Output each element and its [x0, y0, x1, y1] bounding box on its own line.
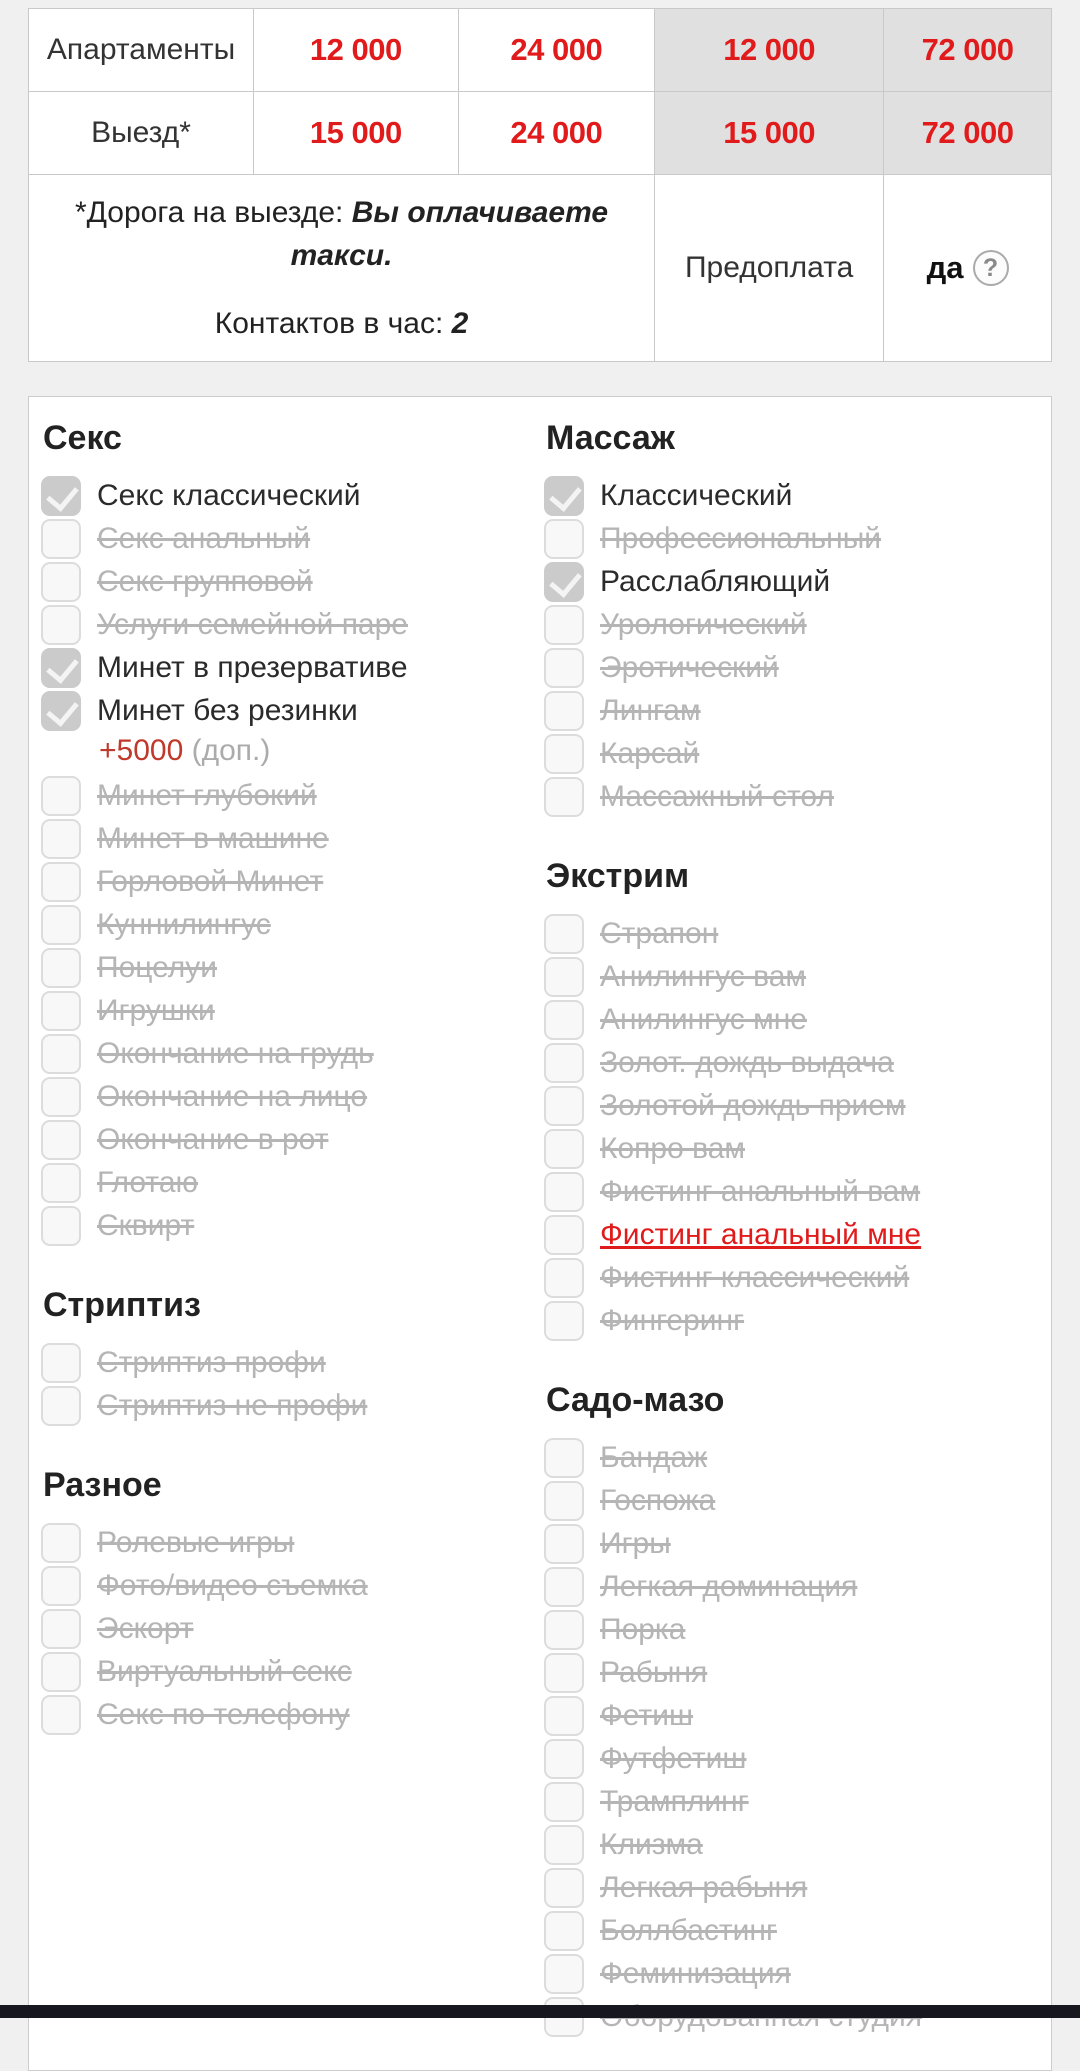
service-item-label: Игры	[600, 1527, 671, 1560]
contacts-value: 2	[451, 306, 469, 340]
prepay-value-cell	[884, 175, 1052, 362]
service-item-label: Стриптиз профи	[97, 1346, 326, 1379]
service-item-label: Услуги семейной паре	[97, 608, 408, 641]
section-title: Экстрим	[546, 857, 690, 895]
service-item[interactable]	[41, 605, 536, 645]
checkbox-icon[interactable]	[544, 1610, 584, 1650]
section-title: Разное	[43, 1466, 162, 1504]
checkbox-icon[interactable]	[544, 734, 584, 774]
checkbox-icon[interactable]	[41, 476, 81, 516]
checkbox-icon[interactable]	[41, 1077, 81, 1117]
service-item[interactable]	[544, 1610, 1039, 1650]
service-item-label: Окончание на грудь	[97, 1037, 374, 1070]
service-item-label: Минет в презервативе	[97, 651, 408, 684]
service-item[interactable]	[544, 1000, 1039, 1040]
service-item-label: Виртуальный секс	[97, 1655, 352, 1688]
section-items	[544, 1438, 1039, 2037]
service-item-label: Футфетиш	[600, 1742, 747, 1775]
service-item[interactable]	[544, 1481, 1039, 1521]
checkbox-icon[interactable]	[41, 562, 81, 602]
section-title: Массаж	[546, 419, 675, 457]
service-item[interactable]	[41, 1343, 536, 1383]
service-item[interactable]	[544, 1129, 1039, 1169]
service-item[interactable]	[544, 1696, 1039, 1736]
service-item-label: Фото/видео съемка	[97, 1569, 368, 1602]
checkbox-icon[interactable]	[544, 1954, 584, 1994]
service-item[interactable]	[544, 605, 1039, 645]
price-cell: 15 000	[655, 92, 884, 175]
checkbox-icon[interactable]	[41, 1163, 81, 1203]
service-item[interactable]	[41, 476, 536, 516]
checkbox-icon[interactable]	[544, 1696, 584, 1736]
section-title: Садо-мазо	[546, 1381, 725, 1419]
checkbox-icon[interactable]	[544, 562, 584, 602]
service-item-label: Бандаж	[600, 1441, 708, 1474]
service-item[interactable]	[41, 862, 536, 902]
service-item[interactable]	[41, 562, 536, 602]
checkbox-icon[interactable]	[41, 1652, 81, 1692]
checkbox-icon[interactable]	[544, 1911, 584, 1951]
checkbox-icon[interactable]	[544, 519, 584, 559]
checkbox-icon[interactable]	[544, 1172, 584, 1212]
checkbox-icon[interactable]	[544, 605, 584, 645]
service-item-label[interactable]: Фистинг анальный мне	[600, 1218, 922, 1251]
checkbox-icon[interactable]	[544, 476, 584, 516]
service-item-label: Расслабляющий	[600, 565, 831, 598]
price-cell: 72 000	[884, 92, 1052, 175]
services-section	[41, 1466, 536, 1735]
section-items	[544, 476, 1039, 817]
service-item-label: Золот. дождь выдача	[600, 1046, 894, 1079]
checkbox-icon[interactable]	[544, 1258, 584, 1298]
checkbox-icon[interactable]	[41, 1566, 81, 1606]
service-item[interactable]	[544, 1868, 1039, 1908]
service-item[interactable]	[41, 1386, 536, 1426]
checkbox-icon[interactable]	[544, 648, 584, 688]
checkbox-icon[interactable]	[544, 1653, 584, 1693]
checkbox-icon[interactable]	[41, 1609, 81, 1649]
service-item-label: Классический	[600, 479, 793, 512]
service-item-label: Массажный стол	[600, 780, 834, 813]
service-item-label: Легкая доминация	[600, 1570, 858, 1603]
service-item[interactable]	[41, 648, 536, 688]
checkbox-icon[interactable]	[41, 1206, 81, 1246]
service-item-label: Эскорт	[97, 1612, 194, 1645]
price-cell: 72 000	[884, 9, 1052, 92]
table-row	[29, 92, 1052, 175]
checkbox-icon[interactable]	[544, 957, 584, 997]
service-item[interactable]	[41, 1695, 536, 1735]
service-item-link[interactable]	[544, 1215, 1039, 1255]
service-item[interactable]	[41, 1163, 536, 1203]
service-item[interactable]	[544, 1172, 1039, 1212]
service-item-label: Сквирт	[97, 1209, 195, 1242]
service-item[interactable]	[41, 905, 536, 945]
service-item-label: Фетиш	[600, 1699, 694, 1732]
service-item-label: Глотаю	[97, 1166, 199, 1199]
question-mark-icon[interactable]: ?	[973, 250, 1009, 286]
service-item[interactable]	[544, 691, 1039, 731]
checkbox-icon[interactable]	[544, 1782, 584, 1822]
service-item[interactable]	[544, 1258, 1039, 1298]
price-cell: 12 000	[655, 9, 884, 92]
services-section	[544, 419, 1039, 817]
price-cell: 12 000	[254, 9, 459, 92]
checkbox-icon[interactable]	[544, 1868, 584, 1908]
section-items	[544, 914, 1039, 1341]
service-item-label: Копро вам	[600, 1132, 746, 1165]
service-item-label: Профессиональный	[600, 522, 882, 555]
price-cell: 24 000	[458, 92, 654, 175]
service-item-label: Куннилингус	[97, 908, 271, 941]
bottom-bar	[0, 2005, 1080, 2018]
service-item[interactable]	[544, 1086, 1039, 1126]
service-item-label: Страпон	[600, 917, 719, 950]
price-cell: 15 000	[254, 92, 459, 175]
service-item[interactable]	[544, 476, 1039, 516]
service-item-label: Поцелуи	[97, 951, 218, 984]
services-section	[41, 419, 536, 1246]
service-item-label: Минет в машине	[97, 822, 329, 855]
service-item-label: Клизма	[600, 1828, 703, 1861]
prepay-value: да	[926, 250, 964, 285]
service-item-label: Трамплинг	[600, 1785, 749, 1818]
service-item-label: Окончание в рот	[97, 1123, 329, 1156]
service-item-label: Госпожа	[600, 1484, 716, 1517]
checkbox-icon[interactable]	[41, 862, 81, 902]
note-bold-text: Вы оплачиваете такси.	[290, 195, 609, 273]
checkbox-icon[interactable]	[41, 1523, 81, 1563]
extra-price-value: +5000	[99, 734, 184, 767]
service-item[interactable]	[544, 648, 1039, 688]
service-item[interactable]	[41, 1120, 536, 1160]
service-item[interactable]	[41, 1609, 536, 1649]
service-item-label: Боллбастинг	[600, 1914, 777, 1947]
services-column-right	[536, 405, 1039, 2040]
service-item[interactable]	[41, 1566, 536, 1606]
service-item-label: Рабыня	[600, 1656, 708, 1689]
checkbox-icon[interactable]	[41, 1120, 81, 1160]
services-panel	[28, 396, 1052, 2071]
service-item[interactable]	[41, 1034, 536, 1074]
checkbox-icon[interactable]	[41, 519, 81, 559]
service-item-label: Фингеринг	[600, 1304, 745, 1337]
service-item-label: Порка	[600, 1613, 686, 1646]
row-label: Апартаменты	[29, 9, 254, 92]
contacts-label: Контактов в час:	[214, 306, 452, 340]
checkbox-icon[interactable]	[544, 1567, 584, 1607]
checkbox-icon[interactable]	[544, 1215, 584, 1255]
services-section	[544, 1381, 1039, 2037]
service-item-label: Секс по телефону	[97, 1698, 350, 1731]
service-item-label: Горловой Минет	[97, 865, 324, 898]
section-items	[41, 1343, 536, 1426]
service-item[interactable]	[544, 1301, 1039, 1341]
section-title: Секс	[43, 419, 122, 457]
checkbox-icon[interactable]	[41, 1034, 81, 1074]
service-item[interactable]	[41, 991, 536, 1031]
service-item-label: Фистинг классический	[600, 1261, 910, 1294]
price-cell: 24 000	[458, 9, 654, 92]
service-item[interactable]	[544, 1825, 1039, 1865]
service-item-label: Легкая рабыня	[600, 1871, 808, 1904]
service-item-label: Феминизация	[600, 1957, 791, 1990]
checkbox-icon[interactable]	[41, 605, 81, 645]
section-items	[41, 1523, 536, 1735]
checkbox-icon[interactable]	[41, 819, 81, 859]
service-item[interactable]	[41, 1206, 536, 1246]
checkbox-icon[interactable]	[41, 648, 81, 688]
checkbox-icon[interactable]	[544, 1739, 584, 1779]
service-item[interactable]	[544, 1438, 1039, 1478]
service-item[interactable]	[41, 1523, 536, 1563]
checkbox-icon[interactable]	[544, 691, 584, 731]
service-item[interactable]	[544, 1567, 1039, 1607]
service-item[interactable]	[544, 562, 1039, 602]
checkbox-icon[interactable]	[41, 948, 81, 988]
pricing-table	[28, 8, 1052, 362]
service-item-label: Минет без резинки	[97, 694, 358, 727]
service-item-label: Секс анальный	[97, 522, 311, 555]
service-item-label: Лингам	[600, 694, 701, 727]
service-item-label: Игрушки	[97, 994, 215, 1027]
service-item[interactable]	[544, 1954, 1039, 1994]
checkbox-icon[interactable]	[544, 1086, 584, 1126]
note-prefix: *Дорога на выезде:	[74, 195, 352, 229]
service-item-label: Стриптиз не профи	[97, 1389, 368, 1422]
taxi-note	[55, 191, 628, 278]
service-item-label: Карсай	[600, 737, 700, 770]
service-item[interactable]	[41, 691, 536, 731]
service-item-label: Эротический	[600, 651, 779, 684]
section-items	[41, 476, 536, 1246]
checkbox-icon[interactable]	[41, 691, 81, 731]
checkbox-icon[interactable]	[41, 1386, 81, 1426]
service-item-label: Окончание на лицо	[97, 1080, 368, 1113]
checkbox-icon[interactable]	[41, 1343, 81, 1383]
service-item[interactable]	[544, 957, 1039, 997]
services-section	[41, 1286, 536, 1426]
service-item[interactable]	[544, 1653, 1039, 1693]
item-extra-price	[99, 734, 536, 768]
extra-price-note: (доп.)	[191, 734, 271, 767]
service-item[interactable]	[544, 1782, 1039, 1822]
service-item-label: Минет глубокий	[97, 779, 317, 812]
service-item[interactable]	[544, 1739, 1039, 1779]
service-item-label: Секс групповой	[97, 565, 313, 598]
checkbox-icon[interactable]	[544, 1129, 584, 1169]
row-label: Выезд*	[29, 92, 254, 175]
service-item-label: Анилингус вам	[600, 960, 807, 993]
service-item-label: Анилингус мне	[600, 1003, 807, 1036]
outcall-note	[29, 175, 655, 362]
service-item[interactable]	[544, 1043, 1039, 1083]
services-section	[544, 857, 1039, 1341]
service-item[interactable]	[544, 1911, 1039, 1951]
checkbox-icon[interactable]	[544, 1438, 584, 1478]
service-item[interactable]	[544, 519, 1039, 559]
service-item[interactable]	[544, 914, 1039, 954]
checkbox-icon[interactable]	[544, 1000, 584, 1040]
section-title: Стриптиз	[43, 1286, 201, 1324]
prepay-label: Предоплата	[655, 175, 884, 362]
checkbox-icon[interactable]	[544, 1301, 584, 1341]
note-row	[29, 175, 1052, 362]
service-item-label: Секс классический	[97, 479, 361, 512]
service-item[interactable]	[544, 1524, 1039, 1564]
service-item[interactable]	[41, 1077, 536, 1117]
checkbox-icon[interactable]	[41, 776, 81, 816]
service-item[interactable]	[41, 1652, 536, 1692]
contacts-per-hour	[55, 302, 628, 346]
service-item[interactable]	[544, 734, 1039, 774]
service-item-label: Фистинг анальный вам	[600, 1175, 921, 1208]
checkbox-icon[interactable]	[544, 1481, 584, 1521]
service-item-label: Ролевые игры	[97, 1526, 295, 1559]
service-item[interactable]	[544, 777, 1039, 817]
service-item[interactable]	[41, 948, 536, 988]
table-row	[29, 9, 1052, 92]
checkbox-icon[interactable]	[544, 914, 584, 954]
service-item[interactable]	[41, 819, 536, 859]
checkbox-icon[interactable]	[544, 777, 584, 817]
service-item[interactable]	[41, 519, 536, 559]
service-item-label: Урологический	[600, 608, 807, 641]
services-column-left	[41, 405, 536, 2040]
checkbox-icon[interactable]	[544, 1825, 584, 1865]
service-item[interactable]	[41, 776, 536, 816]
checkbox-icon[interactable]	[41, 1695, 81, 1735]
checkbox-icon[interactable]	[544, 1524, 584, 1564]
service-item-label: Золотой дождь прием	[600, 1089, 906, 1122]
checkbox-icon[interactable]	[41, 991, 81, 1031]
checkbox-icon[interactable]	[544, 1043, 584, 1083]
checkbox-icon[interactable]	[41, 905, 81, 945]
